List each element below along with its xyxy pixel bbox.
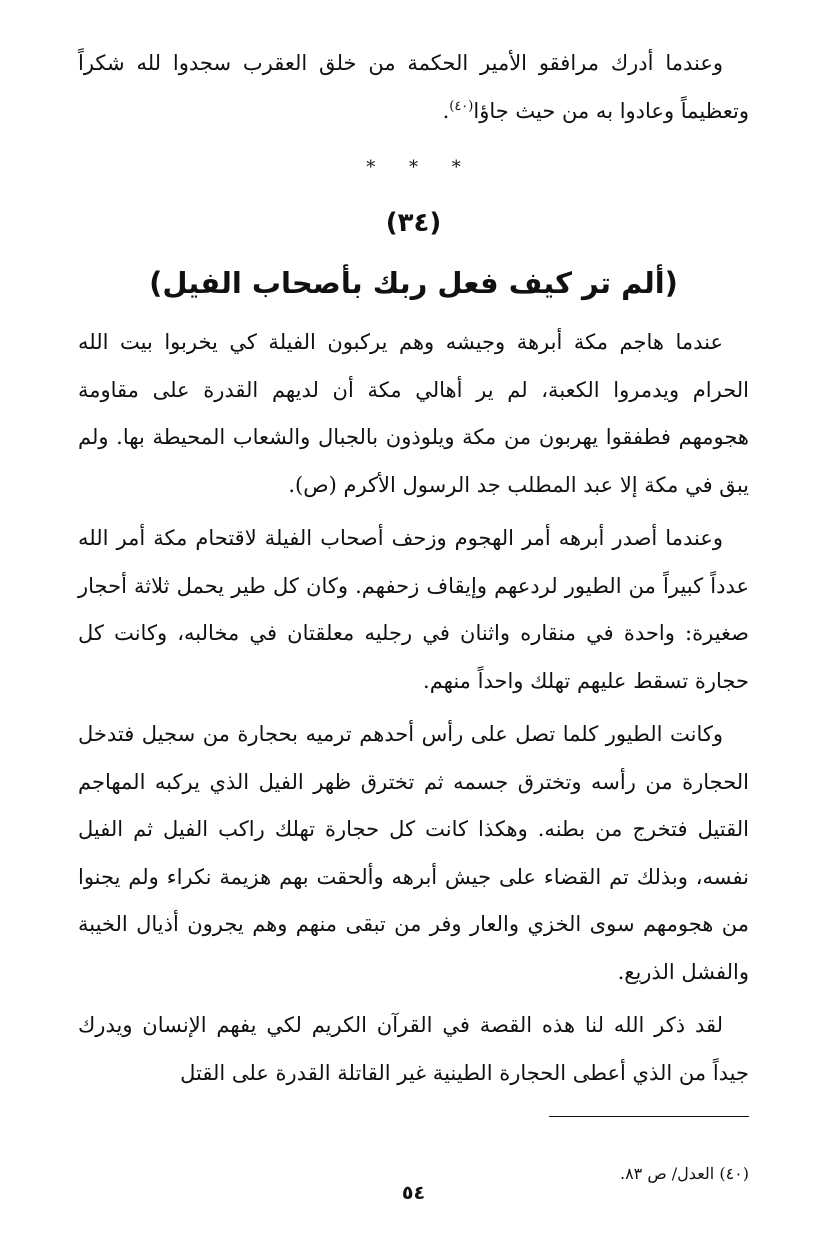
footnote-reference: (٤٠) xyxy=(449,98,474,114)
separator-star: * xyxy=(366,157,376,178)
chapter-number: (٣٤) xyxy=(385,208,442,238)
footnote-divider xyxy=(549,1116,749,1117)
chapter-title: (ألم تر كيف فعل ربك بأصحاب الفيل) xyxy=(149,266,678,300)
intro-paragraph-period: . xyxy=(442,98,450,123)
body-paragraph: لقد ذكر الله لنا هذه القصة في القرآن الكريم لكي يفهم الإنسان ويدرك جيداً من الذي أعطى الحجارة الطينية غير القاتلة القدرة على القتل xyxy=(78,1013,749,1085)
body-paragraph: عندما هاجم مكة أبرهة وجيشه وهم يركبون الفيلة كي يخربوا بيت الله الحرام ويدمروا الكعبة، لم ير أهالي مكة أن لديهم القدرة على مقاومة هجومهم فطفقوا يهربون من مكة ويلوذون بالجبال والشعاب المحيطة بها. ولم يبق في مكة إلا عبد المطلب جد الرسول الأكرم (ص). xyxy=(78,330,749,497)
body-paragraph: وعندما أصدر أبرهه أمر الهجوم وزحف أصحاب الفيلة لاقتحام مكة أمر الله عدداً كبيراً من الطيور لردعهم وإيقاف زحفهم. وكان كل طير يحمل ثلاثة أحجار صغيرة: واحدة في منقاره واثنان في رجليه معلقتان في مخالبه، وكانت كل حجارة تسقط عليهم تهلك واحداً منهم. xyxy=(78,526,749,693)
page-number: ٥٤ xyxy=(401,1182,426,1204)
book-page xyxy=(78,40,749,1248)
intro-paragraph-text: وعندما أدرك مرافقو الأمير الحكمة من خلق العقرب سجدوا لله شكراً وتعظيماً وعادوا به من حيث جاؤا xyxy=(78,51,749,123)
section-separator xyxy=(78,157,749,187)
intro-paragraph xyxy=(78,40,749,135)
separator-star: * xyxy=(451,157,461,178)
body-paragraph: وكانت الطيور كلما تصل على رأس أحدهم ترميه بحجارة من سجيل فتدخل الحجارة من رأسه وتخترق جسمه ثم تخترق ظهر الفيل الذي يركبه المهاجم القتيل فتخرج من بطنه. وهكذا كانت كل حجارة تهلك راكب الفيل ثم الفيل نفسه، وبذلك تم القضاء على جيش أبرهه وألحقت بهم هزيمة نكراء ولم يجنوا من هجومهم سوى الخزي والعار وفر من تبقى منهم وهم يجرون أذيال الخيبة والفشل الذريع. xyxy=(78,722,749,984)
footnote: (٤٠) العدل/ ص ٨٣. xyxy=(619,1164,749,1183)
separator-star: * xyxy=(409,157,418,178)
